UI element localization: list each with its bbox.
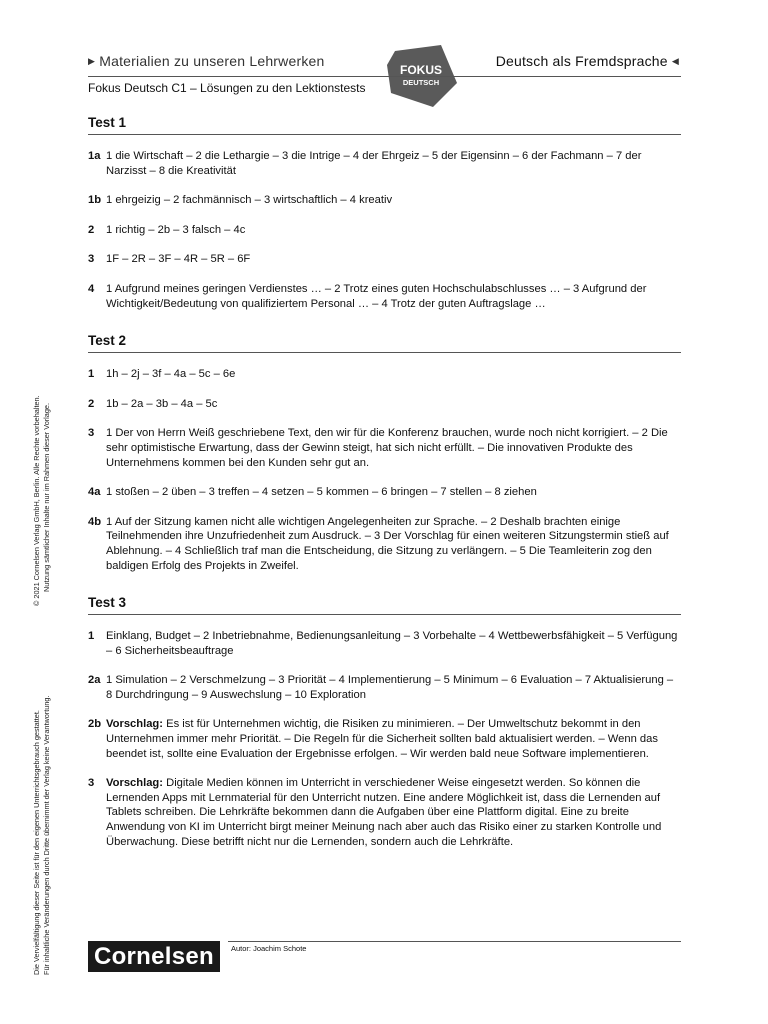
header-right-text: Deutsch als Fremdsprache [495,53,668,69]
section-title: Test 3 [88,595,681,615]
list-item [88,629,681,658]
list-item [88,252,681,267]
list-item [88,397,681,412]
item-lead: Vorschlag: [106,718,163,731]
author-credit: Autor: Joachim Schote [231,944,307,953]
item-text: Es ist für Unternehmen wichtig, die Risiken zu minimieren. – Der Umweltschutz bekommt in den Unternehmen immer mehr Priorität. – Die Regeln für die Sicherheit sollten bald aktualisiert werden. – Wenn das beendet ist, sollte eine Evaluation der Ergebnisse erfolgen. – Wir werden bald neue Software implementieren. [106,718,658,760]
section-title: Test 1 [88,115,681,135]
header-divider [88,76,681,77]
item-text: 1b – 2a – 3b – 4a – 5c [106,397,218,410]
list-item [88,282,681,311]
sidebar-notice [32,696,52,975]
list-item [88,426,681,470]
item-number: 1a [88,150,101,162]
item-lead: Vorschlag: [106,777,163,790]
list-item [88,367,681,382]
item-text: 1 Der von Herrn Weiß geschriebene Text, den wir für die Konferenz brauchen, wurde noch nicht korrigiert. – 2 Die sehr optimistische Erwartung, dass der Gewinn steigt, hat sich nicht erfüllt. – Die innovativen Produkte des Unternehmens kommen bei den Kunden sehr gut an. [106,427,668,469]
item-text: 1 Aufgrund meines geringen Verdienstes … – 2 Trotz eines guten Hochschulabschlusses … – 3 Aufgrund der Wichtigkeit/Bedeutung von qualifiziertem Personal … – 4 Trotz der guten Auftragslage … [106,282,647,310]
item-text: 1 ehrgeizig – 2 fachmännisch – 3 wirtschaftlich – 4 kreativ [106,194,393,207]
item-text: 1 Simulation – 2 Verschmelzung – 3 Priorität – 4 Implementierung – 5 Minimum – 6 Evaluation – 7 Aktualisierung – 8 Durchdringung – 9 Auswechslung – 10 Exploration [106,674,674,701]
item-body [106,776,681,849]
cornelsen-logo: Cornelsen [88,941,220,972]
logo-line2: DEUTSCH [402,78,440,87]
item-number: 1 [88,368,95,381]
item-number: 3 [88,253,95,266]
item-text: Digitale Medien können im Unterricht in verschiedener Weise eingesetzt werden. So können die Lernenden Apps mit Lernmaterial für den Unterricht nutzen. Eine andere Möglichkeit ist, dass die Lernenden auf Tablets schreiben. Die Lehrkräfte bekommen dann die Aufgaben über eine Plattform digital. Eine zu breite Anwendung von KI im Unterricht birgt meiner Meinung nach aber auch das Risiko einer zu starken Kontrolle und Überwachung. Diese betrifft nicht nur die Lernenden, sondern auch die Lehrkräfte. [106,777,662,848]
item-text: 1 Auf der Sitzung kamen nicht alle wichtigen Angelegenheiten zur Sprache. – 2 Deshalb brachten einige Teilnehmenden ihre Unzufriedenheit zum Ausdruck. – 3 Der Vorschlag für einen weiteren Sitzungstermin stieß auf Ablehnung. – 4 Schließlich traf man die Entscheidung, die Sitzung zu verlängern. – 5 Die Teamleiterin zog den baldigen Erfolg des Projekts in Zweifel. [106,515,669,572]
section-test-1 [88,115,681,311]
document-subtitle: Fokus Deutsch C1 – Lösungen zu den Lektionstests [88,81,366,95]
section-test-3 [88,595,681,849]
footer-divider [228,941,681,942]
logo-line1: FOKUS [400,63,442,77]
copyright-line-1: © 2021 Cornelsen Verlag GmbH, Berlin. Alle Rechte vorbehalten. [32,395,41,606]
item-number: 2 [88,223,95,236]
item-text: Einklang, Budget – 2 Inbetriebnahme, Bedienungsanleitung – 3 Vorbehalte – 4 Wettbewerbsfähigkeit – 5 Verfügung – 6 Sicherheitsbeauftrage [106,630,678,657]
list-item [88,223,681,238]
sidebar-copyright [32,395,52,606]
section-test-2 [88,333,681,573]
notice-line-1: Die Vervielfältigung dieser Seite ist für den eigenen Unterrichtsgebrauch gestattet. [32,710,41,975]
item-text: 1 stoßen – 2 üben – 3 treffen – 4 setzen – 5 kommen – 6 bringen – 7 stellen – 8 ziehen [106,486,537,499]
item-number: 2 [88,397,95,410]
list-item [88,776,681,849]
list-item [88,149,681,178]
item-text: 1F – 2R – 3F – 4R – 5R – 6F [106,253,251,266]
item-number: 3 [88,427,95,440]
list-item [88,717,681,761]
solutions-content [88,115,681,871]
item-number: 4a [88,486,101,499]
item-number: 2b [88,718,102,731]
item-number: 1b [88,194,102,207]
item-body [106,717,681,761]
item-number: 1 [88,630,95,643]
copyright-line-2: Nutzung sämtlicher Inhalte nur im Rahmen dieser Vorlage. [42,402,51,592]
list-item [88,515,681,573]
header-left-text: Materialien zu unseren Lehrwerken [99,53,325,69]
item-text: 1 die Wirtschaft – 2 die Lethargie – 3 die Intrige – 4 der Ehrgeiz – 5 der Eigensinn – 6 der Fachmann – 7 der Narzisst – 8 die Kreativität [106,150,642,177]
section-title: Test 2 [88,333,681,353]
header-left-label [88,53,325,69]
triangle-left-icon: ◀ [671,56,679,66]
list-item [88,193,681,208]
item-text: 1 richtig – 2b – 3 falsch – 4c [106,223,246,236]
item-number: 4b [88,515,102,528]
list-item [88,673,681,702]
item-text: 1h – 2j – 3f – 4a – 5c – 6e [106,368,236,381]
item-number: 2a [88,674,101,687]
triangle-right-icon: ▶ [88,56,96,66]
notice-line-2: Für inhaltliche Veränderungen durch Dritte übernimmt der Verlag keine Verantwortung. [42,695,51,975]
header-right-label [496,53,679,69]
item-number: 3 [88,777,95,790]
item-number: 4 [88,282,95,295]
list-item [88,485,681,500]
